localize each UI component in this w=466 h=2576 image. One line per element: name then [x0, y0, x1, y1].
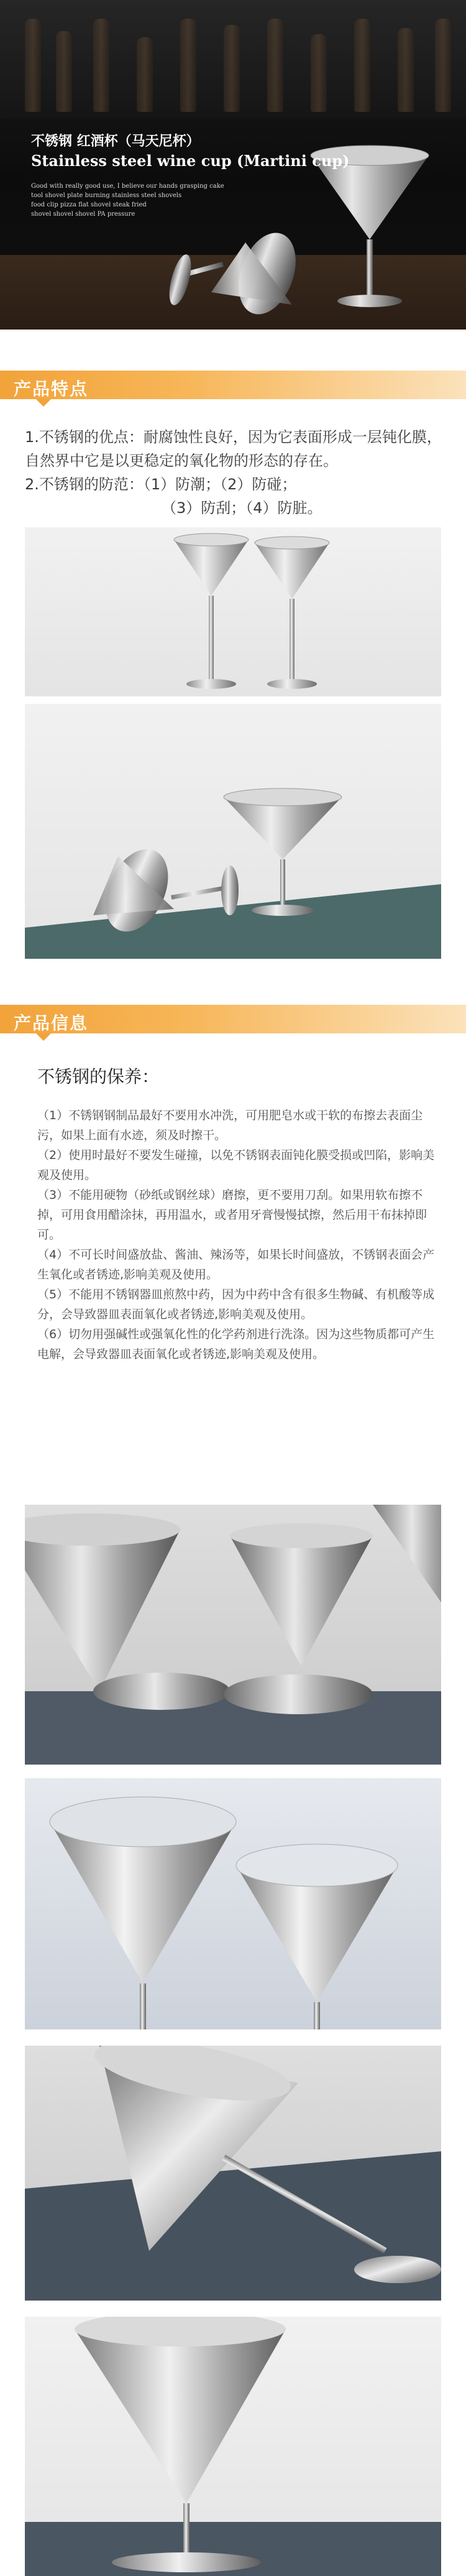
- care-paragraph: （6）切勿用强碱性或强氧化性的化学药剂进行洗涤。因为这些物质都可产生电解，会导致器皿表面氧化或者锈迹,影响美观及使用。: [37, 1327, 435, 1361]
- feature-line: 1.不锈钢的优点：耐腐蚀性良好，因为它表面形成一层钝化膜，自然界中它是以更稳定的氧化物的形态的存在。: [25, 428, 442, 469]
- care-paragraph: （5）不能用不锈钢器皿煎熬中药，因为中药中含有很多生物碱、有机酸等成分，会导致器皿表面氧化或者锈迹,影响美观及使用。: [37, 1288, 435, 1321]
- product-photo-upright-pair: [25, 527, 441, 696]
- care-paragraph: （3）不能用硬物（砂纸或钢丝球）磨擦，更不要用刀刮。如果用软布擦不掉，可用食用醋涂抹，再用温水，或者用牙膏慢慢拭擦，然后用干布抹掉即可。: [37, 1188, 427, 1242]
- section-header-label: 产品特点: [14, 379, 89, 399]
- hero-desc-line: shovel shovel shovel PA pressure: [31, 211, 135, 218]
- hero-subtitle: Stainless steel wine cup (Martini cup): [31, 152, 350, 170]
- hero-title: 不锈钢 红酒杯（马天尼杯）: [31, 134, 200, 149]
- hero-desc-line: food clip pizza flat shovel steak fried: [31, 201, 147, 208]
- hero-desc-line: Good with really good use, I believe our hands grasping cake: [31, 183, 224, 190]
- care-instructions: [37, 1106, 444, 1364]
- section-header-features: [0, 362, 466, 408]
- section-header-info: [0, 996, 466, 1042]
- section-header-pointer: [36, 399, 51, 407]
- section-header-label: 产品信息: [14, 1013, 89, 1033]
- section-header-pointer: [36, 1033, 51, 1041]
- care-paragraph: （2）使用时最好不要发生碰撞，以免不锈钢表面钝化膜受损或凹陷，影响美观及使用。: [37, 1148, 435, 1182]
- hero-banner: [0, 0, 466, 330]
- care-title: 不锈钢的保养：: [37, 1066, 160, 1087]
- product-photo-on-mat: [25, 704, 441, 959]
- product-photo-closeup-rims: [25, 1505, 441, 1765]
- feature-line: 2.不锈钢的防范：（1）防潮；（2）防碰；: [25, 476, 297, 493]
- care-paragraph: （1）不锈钢钢制品最好不要用水冲洗，可用肥皂水或干软的布擦去表面尘污，如果上面有水迹，须及时擦干。: [37, 1109, 423, 1142]
- hero-description: [31, 182, 236, 219]
- product-photo-bowls: [25, 1778, 441, 2029]
- product-photo-bottom-closeup: [25, 2317, 441, 2576]
- features-text: [25, 425, 454, 520]
- hero-desc-line: tool shovel plate burning stainless steel shovels: [31, 192, 182, 199]
- product-photo-tilted: [25, 2046, 441, 2301]
- care-paragraph: （4）不可长时间盛放盐、酱油、辣汤等，如果长时间盛放，不锈钢表面会产生氧化或者锈迹,影响美观及使用。: [37, 1248, 435, 1281]
- feature-line: （3）防刮；（4）防脏。: [162, 499, 322, 517]
